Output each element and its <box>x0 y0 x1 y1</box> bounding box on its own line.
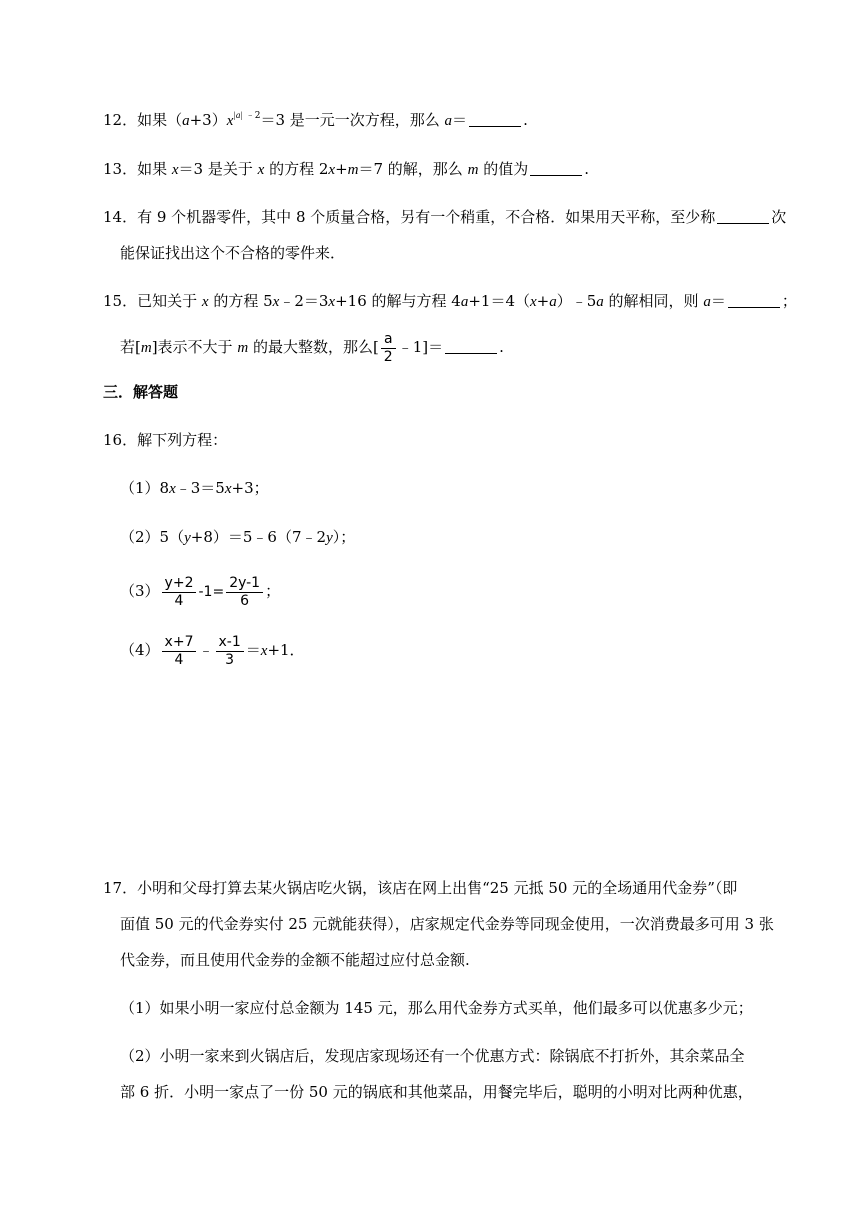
question-number: 12． <box>103 111 138 129</box>
fraction: $\frac{y+2}{4}$ <box>162 575 197 610</box>
question-number: 17． <box>103 879 138 897</box>
question-16-part-2: （2）5（y+8）＝5﹣6（7﹣2y）； <box>120 528 356 546</box>
section-heading: 三．解答题 <box>103 383 179 401</box>
question-17-line-2: 面值 50 元的代金券实付 25 元就能获得），店家规定代金券等同现金使用，一次消费最多可用 3 张 <box>120 915 774 933</box>
question-number: 15． <box>103 292 138 310</box>
question-16-part-4: （4） $\frac{x+7}{4}$ ﹣ $\frac{x-1}{3}$ ＝x+1． <box>120 633 305 668</box>
answer-blank[interactable] <box>530 161 582 176</box>
question-number: 13． <box>103 160 138 178</box>
question-17-line-3: 代金券，而且使用代金券的金额不能超过应付总金额. <box>120 951 470 969</box>
question-14-line-2: 能保证找出这个不合格的零件来． <box>120 244 346 262</box>
answer-blank[interactable] <box>728 293 780 308</box>
question-16-part-3: （3） $\frac{y+2}{4}$ -1= $\frac{2y-1}{6}$ ； <box>120 574 281 609</box>
fraction: $\frac{x-1}{3}$ <box>216 634 244 669</box>
question-number: 16． <box>103 431 138 449</box>
question-16: 16．解下列方程： <box>103 431 228 449</box>
question-17-part-2: （2）小明一家来到火锅店后，发现店家现场还有一个优惠方式：除锅底不打折外，其余菜品全 <box>120 1047 745 1065</box>
question-15-line-2: 若[m]表示不大于 m 的最大整数，那么[ $\frac{a}{2}$ ﹣1]＝ . <box>120 330 504 365</box>
question-14: 14．有 9 个机器零件，其中 8 个质量合格，另有一个稍重，不合格．如果用天平称，至少称 次 <box>103 208 787 226</box>
fraction: $\frac{2y-1}{6}$ <box>226 575 263 610</box>
question-17-part-2-line-2: 部 6 折．小明一家点了一份 50 元的锅底和其他菜品，用餐完毕后，聪明的小明对比两种优惠， <box>120 1083 753 1101</box>
question-13: 13．如果 x＝3 是关于 x 的方程 2x+m＝7 的解，那么 m 的值为 . <box>103 160 589 178</box>
question-number: 14． <box>103 208 138 226</box>
question-17-part-1: （1）如果小明一家应付总金额为 145 元，那么用代金券方式买单，他们最多可以优惠多少元； <box>120 999 753 1017</box>
question-16-part-1: （1）8x﹣3＝5x+3； <box>120 479 269 497</box>
fraction: $\frac{x+7}{4}$ <box>162 634 197 669</box>
answer-blank[interactable] <box>717 209 769 224</box>
exponent: |a| ﹣2 <box>233 110 261 121</box>
answer-blank[interactable] <box>469 112 521 127</box>
question-15: 15．已知关于 x 的方程 5x﹣2＝3x+16 的解与方程 4a+1＝4（x+a）﹣5a 的解相同，则 a＝ ； <box>103 292 797 310</box>
question-17: 17．小明和父母打算去某火锅店吃火锅，该店在网上出售“25 元抵 50 元的全场通用代金券”（即 <box>103 879 738 897</box>
question-12: 12．如果$(a+3)x^{|a| ﹣2}=3$ 是一元一次方程，那么 a＝ . <box>103 110 528 129</box>
answer-blank[interactable] <box>445 339 497 354</box>
fraction-a-over-2: $\frac{a}{2}$ <box>381 331 396 366</box>
